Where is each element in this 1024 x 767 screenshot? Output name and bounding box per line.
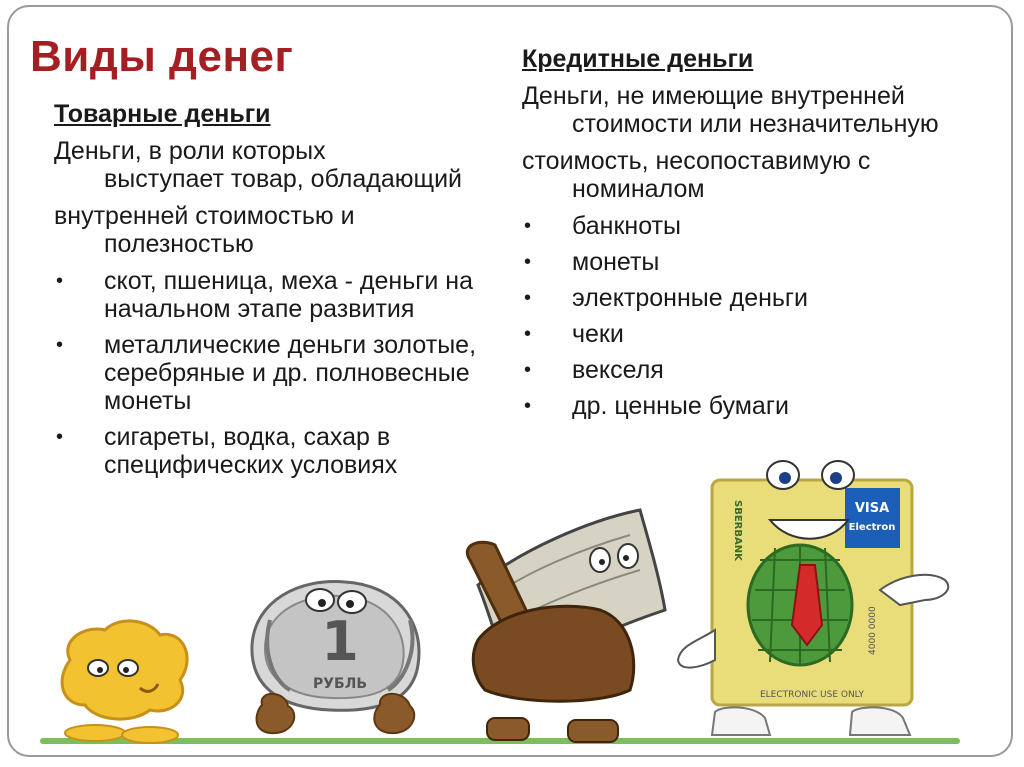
card-number: 4000 0000: [868, 606, 878, 655]
bullet-icon: •: [524, 323, 532, 345]
bullet-icon: •: [524, 251, 532, 273]
bullet-icon: •: [56, 270, 64, 292]
list-item-text: скот, пшеница, меха - деньги на начальном этапе развития: [104, 267, 473, 323]
card-brand-sub: Electron: [848, 522, 896, 533]
credit-money-heading: Кредитные деньги: [522, 45, 754, 73]
card-brand: VISA: [854, 501, 890, 516]
bullet-icon: •: [56, 426, 64, 448]
definition-line: выступает товар, обладающий: [104, 165, 462, 193]
coin-character: [252, 582, 419, 734]
definition-line: полезностью: [104, 230, 254, 258]
card-footer: ELECTRONIC USE ONLY: [759, 690, 865, 700]
slide-title: Виды денег: [30, 32, 294, 81]
banknote-character: [467, 510, 665, 742]
definition-line: номиналом: [572, 175, 705, 203]
card-bank: SBERBANK: [732, 500, 743, 561]
coin-label: РУБЛЬ: [312, 676, 368, 692]
bullet-icon: •: [524, 287, 532, 309]
gold-nugget-character: [62, 621, 187, 743]
list-item-text: сигареты, водка, сахар в специфических условиях: [104, 423, 398, 479]
list-item-text: монеты: [572, 248, 660, 276]
bullet-icon: •: [524, 359, 532, 381]
list-item-text: чеки: [572, 320, 624, 348]
definition-line: стоимость, несопоставимую с: [522, 147, 871, 175]
bullet-icon: •: [56, 334, 64, 356]
list-item-text: банкноты: [572, 212, 681, 240]
definition-line: внутренней стоимостью и: [54, 202, 355, 230]
list-item-text: векселя: [572, 356, 664, 384]
list-item-text: др. ценные бумаги: [572, 392, 789, 420]
commodity-money-heading: Товарные деньги: [54, 100, 271, 128]
list-item-text: электронные деньги: [572, 284, 809, 312]
bullet-icon: •: [524, 215, 532, 237]
coin-value: 1: [321, 610, 359, 673]
bullet-icon: •: [524, 395, 532, 417]
list-item-text: металлические деньги золотые, серебряные и др. полновесные монеты: [104, 331, 477, 415]
definition-line: стоимости или незначительную: [572, 110, 939, 138]
definition-line: Деньги, не имеющие внутренней: [522, 82, 905, 110]
definition-line: Деньги, в роли которых: [54, 137, 326, 165]
bank-card-character: [678, 461, 948, 735]
